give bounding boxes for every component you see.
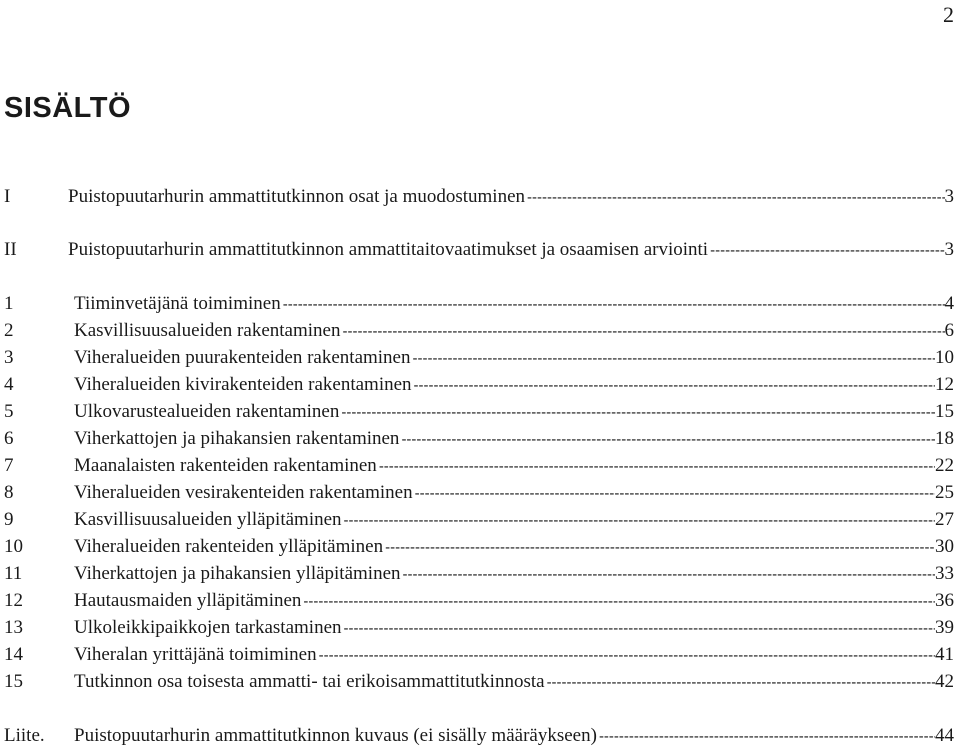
toc-page-number: 18 bbox=[935, 428, 954, 449]
toc-item-title: Ulkovarustealueiden rakentaminen bbox=[74, 401, 340, 422]
dot-leader bbox=[339, 400, 935, 425]
toc-item-title: Viheralueiden puurakenteiden rakentaminen bbox=[74, 347, 411, 368]
dot-leader bbox=[413, 481, 935, 506]
toc-item-number: 12 bbox=[4, 590, 23, 611]
dot-leader bbox=[525, 185, 944, 210]
dot-leader bbox=[545, 670, 935, 695]
toc-item-row bbox=[4, 669, 954, 695]
dot-leader bbox=[401, 562, 935, 587]
toc-item-number: 8 bbox=[4, 482, 14, 503]
toc-item-row bbox=[4, 345, 954, 371]
toc-item-number: 6 bbox=[4, 428, 14, 449]
toc-appendix-label: Liite. bbox=[4, 725, 45, 746]
dot-leader bbox=[377, 454, 935, 479]
toc-appendix-row bbox=[4, 723, 954, 749]
toc-page-number: 25 bbox=[935, 482, 954, 503]
dot-leader bbox=[281, 292, 945, 317]
toc-page-number: 15 bbox=[935, 401, 954, 422]
toc-page-number: 3 bbox=[944, 239, 954, 260]
toc-item-row bbox=[4, 291, 954, 317]
dot-leader bbox=[399, 427, 935, 452]
toc-part-title: Puistopuutarhurin ammattitutkinnon osat ja muodostuminen bbox=[68, 186, 526, 207]
dot-leader bbox=[597, 724, 935, 749]
dot-leader bbox=[342, 616, 935, 641]
toc-item-number: 7 bbox=[4, 455, 14, 476]
toc-appendix-title: Puistopuutarhurin ammattitutkinnon kuvaus (ei sisälly määräykseen) bbox=[74, 725, 597, 746]
toc-item-row bbox=[4, 507, 954, 533]
toc-part-number: II bbox=[4, 239, 17, 260]
dot-leader bbox=[412, 373, 935, 398]
toc-item-number: 10 bbox=[4, 536, 23, 557]
toc-item-title: Viheralueiden rakenteiden ylläpitäminen bbox=[74, 536, 384, 557]
dot-leader bbox=[342, 508, 935, 533]
dot-leader bbox=[411, 346, 936, 371]
toc-part-row bbox=[4, 237, 954, 263]
toc-item-title: Tutkinnon osa toisesta ammatti- tai erikoisammattitutkinnosta bbox=[74, 671, 545, 692]
toc-page-number: 36 bbox=[935, 590, 954, 611]
toc-item-number: 14 bbox=[4, 644, 23, 665]
toc-page-number: 12 bbox=[935, 374, 954, 395]
toc-item-number: 9 bbox=[4, 509, 14, 530]
toc-item-row bbox=[4, 534, 954, 560]
toc-item-row bbox=[4, 399, 954, 425]
toc-page-number: 3 bbox=[944, 186, 954, 207]
toc-item-number: 13 bbox=[4, 617, 23, 638]
toc-item-number: 4 bbox=[4, 374, 14, 395]
toc-item-row bbox=[4, 588, 954, 614]
toc-item-title: Viherkattojen ja pihakansien rakentaminen bbox=[74, 428, 400, 449]
toc-page-number: 42 bbox=[935, 671, 954, 692]
dot-leader bbox=[383, 535, 935, 560]
toc-item-number: 3 bbox=[4, 347, 14, 368]
dot-leader bbox=[301, 589, 935, 614]
toc-item-title: Viherkattojen ja pihakansien ylläpitäminen bbox=[74, 563, 401, 584]
toc-page-number: 30 bbox=[935, 536, 954, 557]
toc-item-title: Viheralan yrittäjänä toimiminen bbox=[74, 644, 317, 665]
toc-part-number: I bbox=[4, 186, 11, 207]
page-number: 2 bbox=[943, 2, 954, 27]
toc-item-number: 11 bbox=[4, 563, 23, 584]
toc-item-row bbox=[4, 372, 954, 398]
toc-page-number: 22 bbox=[935, 455, 954, 476]
toc-item-number: 15 bbox=[4, 671, 23, 692]
toc-item-title: Viheralueiden vesirakenteiden rakentaminen bbox=[74, 482, 413, 503]
dot-leader bbox=[317, 643, 935, 668]
dot-leader bbox=[340, 319, 944, 344]
toc-item-title: Kasvillisuusalueiden ylläpitäminen bbox=[74, 509, 342, 530]
toc-item-title: Ulkoleikkipaikkojen tarkastaminen bbox=[74, 617, 342, 638]
toc-page-number: 27 bbox=[935, 509, 954, 530]
toc-item-row bbox=[4, 480, 954, 506]
toc-item-row bbox=[4, 615, 954, 641]
toc-item-row bbox=[4, 318, 954, 344]
toc-item-row bbox=[4, 426, 954, 452]
toc-page-number: 10 bbox=[935, 347, 954, 368]
toc-part-row bbox=[4, 184, 954, 210]
toc-item-title: Maanalaisten rakenteiden rakentaminen bbox=[74, 455, 377, 476]
toc-item-number: 2 bbox=[4, 320, 14, 341]
toc-item-row bbox=[4, 642, 954, 668]
toc-page-number: 41 bbox=[935, 644, 954, 665]
toc-item-title: Tiiminvetäjänä toimiminen bbox=[74, 293, 281, 314]
dot-leader bbox=[708, 238, 944, 263]
toc-item-title: Viheralueiden kivirakenteiden rakentaminen bbox=[74, 374, 412, 395]
toc-item-number: 5 bbox=[4, 401, 14, 422]
toc-page-number: 6 bbox=[944, 320, 954, 341]
toc-item-number: 1 bbox=[4, 293, 14, 314]
toc-item-title: Hautausmaiden ylläpitäminen bbox=[74, 590, 302, 611]
page-title: SISÄLTÖ bbox=[4, 92, 132, 124]
toc-item-title: Kasvillisuusalueiden rakentaminen bbox=[74, 320, 341, 341]
toc-part-title: Puistopuutarhurin ammattitutkinnon ammattitaitovaatimukset ja osaamisen arviointi bbox=[68, 239, 709, 260]
toc-item-row bbox=[4, 561, 954, 587]
toc-page-number: 4 bbox=[944, 293, 954, 314]
toc-page-number: 33 bbox=[935, 563, 954, 584]
toc-item-row bbox=[4, 453, 954, 479]
toc-page-number: 44 bbox=[935, 725, 954, 746]
toc-page-number: 39 bbox=[935, 617, 954, 638]
